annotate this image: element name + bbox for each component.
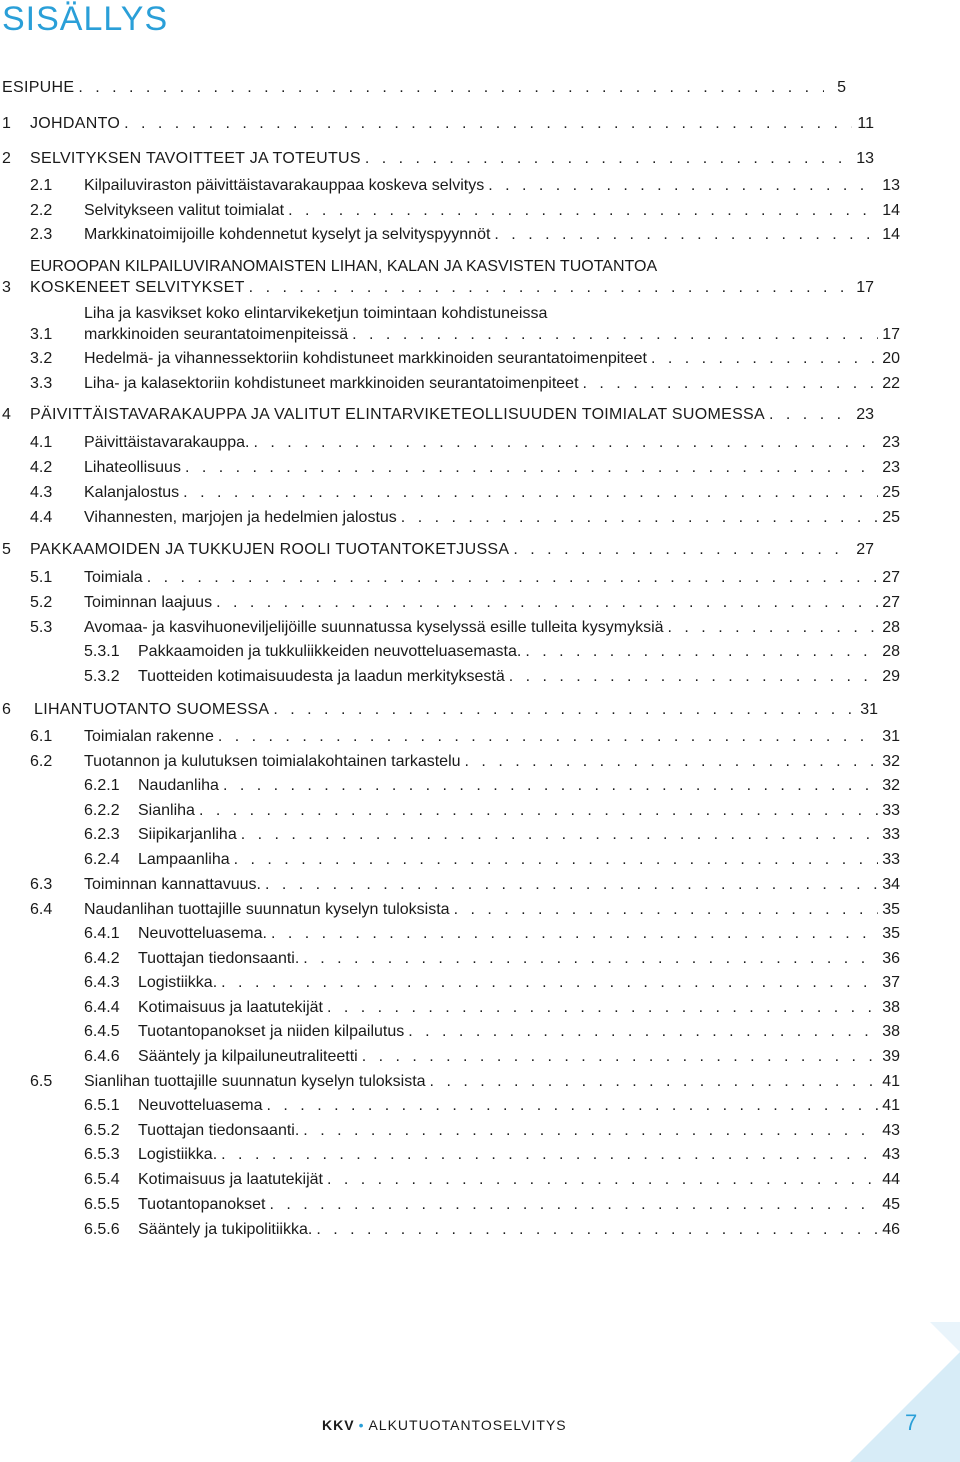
toc-entry-page: 45 <box>882 1196 900 1213</box>
toc-entry[interactable] <box>30 1072 900 1092</box>
toc-entry[interactable] <box>84 1096 900 1116</box>
toc-dot-leader <box>513 540 852 560</box>
toc-entry-label: Naudanliha <box>138 777 219 794</box>
toc-entry-number: 6.5.2 <box>84 1122 120 1139</box>
toc-entry-number: 2 <box>2 150 11 167</box>
toc-dot-leader <box>249 278 852 298</box>
toc-dot-leader <box>223 776 878 796</box>
toc-entry-label: Tuotannon ja kulutuksen toimialakohtainen tarkastelu <box>84 753 461 770</box>
toc-entry-number: 5 <box>2 541 11 558</box>
toc-entry-label: Avomaa- ja kasvihuoneviljelijöille suunnatussa kyselyssä esille tulleita kysymyksiä <box>84 619 664 636</box>
toc-dot-leader <box>78 78 824 98</box>
toc-entry-page: 17 <box>856 279 874 296</box>
toc-dot-leader <box>303 949 878 969</box>
toc-entry-number: 4 <box>2 406 11 423</box>
toc-entry-page: 23 <box>856 406 874 423</box>
toc-entry-label: Neuvotteluasema. <box>138 925 267 942</box>
toc-dot-leader <box>465 752 878 772</box>
footer-text: ALKUTUOTANTOSELVITYS <box>368 1417 567 1433</box>
toc-entry[interactable] <box>84 1145 900 1165</box>
toc-entry[interactable] <box>84 1047 900 1067</box>
toc-dot-leader <box>273 700 856 720</box>
footer <box>322 1417 567 1433</box>
toc-entry-number: 6.4 <box>30 901 53 918</box>
toc-dot-leader <box>352 325 878 345</box>
toc-entry-page: 23 <box>882 459 900 476</box>
toc-entry[interactable] <box>84 1195 900 1215</box>
toc-entry-number: 5.3.2 <box>84 668 120 685</box>
toc-entry-page: 37 <box>882 974 900 991</box>
toc-entry-label: Päivittäistavarakauppa. <box>84 434 250 451</box>
toc-entry-number: 6.5.1 <box>84 1097 120 1114</box>
toc-entry-page: 31 <box>860 701 878 718</box>
toc-entry-label: Kalanjalostus <box>84 484 180 501</box>
toc-dot-leader <box>525 642 878 662</box>
toc-entry-page: 25 <box>882 509 900 526</box>
toc-dot-leader <box>265 875 878 895</box>
toc-entry-label: Naudanlihan tuottajille suunnatun kyselyn tuloksista <box>84 901 450 918</box>
toc-entry[interactable] <box>30 225 900 245</box>
toc-entry-page: 38 <box>882 999 900 1016</box>
toc-entry-number: 4.2 <box>30 459 53 476</box>
toc-entry[interactable] <box>30 875 900 895</box>
toc-entry-label: Logistiikka. <box>138 1146 218 1163</box>
toc-entry-page: 43 <box>882 1122 900 1139</box>
toc-entry-number: 3.1 <box>30 326 53 343</box>
toc-entry-page: 27 <box>882 569 900 586</box>
toc-entry[interactable] <box>84 776 900 796</box>
toc-entry-number: 3.2 <box>30 350 53 367</box>
toc-dot-leader <box>583 374 878 394</box>
toc-entry[interactable] <box>30 201 900 221</box>
toc-entry-page: 33 <box>882 851 900 868</box>
toc-entry-label: KOSKENEET SELVITYKSET <box>30 279 245 296</box>
toc-entry[interactable] <box>30 458 900 478</box>
toc-entry[interactable] <box>84 1121 900 1141</box>
toc-entry-number: 4.3 <box>30 484 53 501</box>
toc-dot-leader <box>327 998 878 1018</box>
toc-entry[interactable] <box>30 305 900 345</box>
toc-entry[interactable] <box>2 258 874 298</box>
toc-entry[interactable] <box>84 1022 900 1042</box>
toc-entry[interactable] <box>30 618 900 638</box>
toc-entry-page: 20 <box>882 350 900 367</box>
toc-entry-label: Tuottajan tiedonsaanti. <box>138 1122 300 1139</box>
toc-dot-leader <box>241 825 878 845</box>
toc-entry-label: Kilpailuviraston päivittäistavarakauppaa koskeva selvitys <box>84 177 485 194</box>
toc-entry-page: 27 <box>856 541 874 558</box>
toc-entry-number: 2.2 <box>30 202 53 219</box>
toc-entry[interactable] <box>84 998 900 1018</box>
toc-entry-number: 6.4.6 <box>84 1048 120 1065</box>
toc-entry[interactable] <box>84 924 900 944</box>
toc-entry-number: 3.3 <box>30 375 53 392</box>
toc-dot-leader <box>183 483 878 503</box>
toc-entry-page: 28 <box>882 643 900 660</box>
toc-dot-leader <box>509 667 878 687</box>
toc-dot-leader <box>267 1096 878 1116</box>
toc-entry-number: 6.4.1 <box>84 925 120 942</box>
toc-entry[interactable] <box>30 752 900 772</box>
toc-entry-page: 23 <box>882 434 900 451</box>
toc-entry-number: 6.5.3 <box>84 1146 120 1163</box>
toc-entry[interactable] <box>30 727 900 747</box>
toc-entry[interactable] <box>2 405 874 425</box>
footer-brand: KKV <box>322 1417 355 1433</box>
toc-entry-label: Sianlihan tuottajille suunnatun kyselyn tuloksista <box>84 1073 426 1090</box>
toc-entry-number: 4.1 <box>30 434 53 451</box>
toc-entry-label: LIHANTUOTANTO SUOMESSA <box>34 701 270 718</box>
footer-bullet: • <box>358 1417 365 1433</box>
toc-entry-page: 5 <box>837 79 846 96</box>
toc-entry-page: 44 <box>882 1171 900 1188</box>
toc-dot-leader <box>218 727 878 747</box>
toc-entry-page: 35 <box>882 901 900 918</box>
toc-dot-leader <box>769 405 852 425</box>
toc-entry-number: 6.3 <box>30 876 53 893</box>
toc-entry[interactable] <box>2 78 846 98</box>
toc-entry-label-line1: EUROOPAN KILPAILUVIRANOMAISTEN LIHAN, KALAN JA KASVISTEN TUOTANTOA <box>30 258 658 275</box>
toc-entry[interactable] <box>2 540 874 560</box>
toc-entry[interactable] <box>2 114 874 134</box>
toc-entry-number: 1 <box>2 115 11 132</box>
toc-entry-page: 33 <box>882 802 900 819</box>
toc-entry-label: Tuottajan tiedonsaanti. <box>138 950 300 967</box>
toc-entry-label: Kotimaisuus ja laatutekijät <box>138 999 323 1016</box>
toc-entry-page: 32 <box>882 753 900 770</box>
toc-entry-label: PAKKAAMOIDEN JA TUKKUJEN ROOLI TUOTANTOKETJUSSA <box>30 541 510 558</box>
toc-entry-number: 5.1 <box>30 569 53 586</box>
toc-dot-leader <box>271 924 878 944</box>
toc-dot-leader <box>408 1022 878 1042</box>
toc-entry-number: 6.2 <box>30 753 53 770</box>
toc-entry[interactable] <box>84 1170 900 1190</box>
toc-entry-page: 38 <box>882 1023 900 1040</box>
toc-entry-page: 41 <box>882 1097 900 1114</box>
toc-entry-number: 6.4.5 <box>84 1023 120 1040</box>
toc-dot-leader <box>185 458 878 478</box>
toc-entry-page: 29 <box>882 668 900 685</box>
toc-entry-number: 6.4.4 <box>84 999 120 1016</box>
toc-entry[interactable] <box>84 801 900 821</box>
toc-entry-page: 27 <box>882 594 900 611</box>
toc-dot-leader <box>651 349 878 369</box>
toc-entry-page: 11 <box>857 115 874 132</box>
toc-entry-number: 6.2.1 <box>84 777 120 794</box>
toc-entry-label: ESIPUHE <box>2 79 75 96</box>
toc-entry-label: Siipikarjanliha <box>138 826 237 843</box>
toc-entry-label: Neuvotteluasema <box>138 1097 263 1114</box>
toc-entry[interactable] <box>84 825 900 845</box>
toc-entry-page: 31 <box>882 728 900 745</box>
toc-dot-leader <box>362 1047 878 1067</box>
toc-entry[interactable] <box>30 349 900 369</box>
toc-entry-number: 6.5.5 <box>84 1196 120 1213</box>
toc-entry-label: Lampaanliha <box>138 851 230 868</box>
toc-entry-label: Hedelmä- ja vihannessektoriin kohdistuneet markkinoiden seurantatoimenpiteet <box>84 350 647 367</box>
toc-entry-label: Tuotantopanokset ja niiden kilpailutus <box>138 1023 405 1040</box>
toc-dot-leader <box>216 593 878 613</box>
toc-dot-leader <box>365 149 852 169</box>
toc-entry-page: 35 <box>882 925 900 942</box>
page-title: SISÄLLYS <box>2 0 169 38</box>
toc-entry-page: 28 <box>882 619 900 636</box>
toc-entry-number: 6.4.3 <box>84 974 120 991</box>
toc-dot-leader <box>199 801 878 821</box>
toc-entry[interactable] <box>84 642 900 662</box>
toc-entry-label: Lihateollisuus <box>84 459 181 476</box>
toc-entry-number: 3 <box>2 279 11 296</box>
toc-entry[interactable] <box>84 949 900 969</box>
toc-entry-page: 46 <box>882 1221 900 1238</box>
toc-entry-number: 6 <box>2 701 11 718</box>
toc-entry-number: 5.2 <box>30 594 53 611</box>
page-number: 7 <box>905 1410 918 1435</box>
toc-entry-page: 14 <box>882 226 900 243</box>
toc-entry-label: PÄIVITTÄISTAVARAKAUPPA JA VALITUT ELINTARVIKETEOLLISUUDEN TOIMIALAT SUOMESSA <box>30 406 766 423</box>
toc-entry-page: 33 <box>882 826 900 843</box>
toc-entry[interactable] <box>30 433 900 453</box>
toc-entry[interactable] <box>30 593 900 613</box>
toc-entry-number: 6.5.6 <box>84 1221 120 1238</box>
toc-entry-label: Sääntely ja kilpailuneutraliteetti <box>138 1048 358 1065</box>
toc-entry-number: 2.3 <box>30 226 53 243</box>
toc-entry-number: 6.2.2 <box>84 802 120 819</box>
toc-entry-label: Logistiikka. <box>138 974 218 991</box>
toc-dot-leader <box>303 1121 878 1141</box>
toc-entry-label: Sääntely ja tukipolitiikka. <box>138 1221 313 1238</box>
toc-entry-number: 6.5.4 <box>84 1171 120 1188</box>
toc-entry[interactable] <box>30 900 900 920</box>
toc-entry-number: 4.4 <box>30 509 53 526</box>
toc-dot-leader <box>327 1170 878 1190</box>
toc-entry[interactable] <box>84 850 900 870</box>
toc-entry-page: 39 <box>882 1048 900 1065</box>
toc-entry-label: Pakkaamoiden ja tukkuliikkeiden neuvotteluasemasta. <box>138 643 522 660</box>
toc-dot-leader <box>288 201 878 221</box>
toc-dot-leader <box>253 433 878 453</box>
toc-entry-label: Tuotantopanokset <box>138 1196 266 1213</box>
toc-dot-leader <box>494 225 878 245</box>
toc-dot-leader <box>234 850 878 870</box>
toc-entry-label: JOHDANTO <box>30 115 121 132</box>
toc-entry-page: 32 <box>882 777 900 794</box>
toc-entry-number: 5.3.1 <box>84 643 120 660</box>
toc-entry-number: 6.4.2 <box>84 950 120 967</box>
toc-entry-number: 6.5 <box>30 1073 53 1090</box>
toc-entry-page: 34 <box>882 876 900 893</box>
toc-dot-leader <box>270 1195 879 1215</box>
toc-entry-label: Vihannesten, marjojen ja hedelmien jalostus <box>84 509 397 526</box>
toc-entry-page: 43 <box>882 1146 900 1163</box>
toc-dot-leader <box>221 973 878 993</box>
toc-dot-leader <box>124 114 852 134</box>
toc-dot-leader <box>316 1220 878 1240</box>
toc-dot-leader <box>401 508 878 528</box>
toc-dot-leader <box>454 900 878 920</box>
toc-entry-page: 36 <box>882 950 900 967</box>
toc-entry-label: Markkinatoimijoille kohdennetut kyselyt ja selvityspyynnöt <box>84 226 491 243</box>
toc-dot-leader <box>221 1145 878 1165</box>
toc-dot-leader <box>430 1072 878 1092</box>
toc-entry-label: Tuotteiden kotimaisuudesta ja laadun merkityksestä <box>138 668 505 685</box>
toc-entry-number: 2.1 <box>30 177 53 194</box>
toc-entry[interactable] <box>2 149 874 169</box>
toc-entry[interactable] <box>30 176 900 196</box>
toc-entry-page: 13 <box>856 150 874 167</box>
toc-entry-label: Kotimaisuus ja laatutekijät <box>138 1171 323 1188</box>
toc-entry-label: Toimialan rakenne <box>84 728 214 745</box>
toc-entry[interactable] <box>30 483 900 503</box>
toc-entry-label: SELVITYKSEN TAVOITTEET JA TOTEUTUS <box>30 150 361 167</box>
toc-entry-label: Liha- ja kalasektoriin kohdistuneet markkinoiden seurantatoimenpiteet <box>84 375 579 392</box>
toc-entry-number: 6.2.4 <box>84 851 120 868</box>
toc-entry-page: 41 <box>882 1073 900 1090</box>
toc-dot-leader <box>488 176 878 196</box>
toc-entry[interactable] <box>84 667 900 687</box>
toc-entry-label: Selvitykseen valitut toimialat <box>84 202 285 219</box>
toc-entry-number: 6.1 <box>30 728 53 745</box>
toc-entry[interactable] <box>84 973 900 993</box>
toc-entry-label: markkinoiden seurantatoimenpiteissä <box>84 326 349 343</box>
toc-entry-label: Sianliha <box>138 802 195 819</box>
toc-entry-page: 25 <box>882 484 900 501</box>
toc-entry-page: 17 <box>882 326 900 343</box>
toc-entry-page: 13 <box>882 177 900 194</box>
toc-entry[interactable] <box>84 1220 900 1240</box>
toc-entry[interactable] <box>30 374 900 394</box>
toc-entry-label: Toimiala <box>84 569 143 586</box>
toc-entry[interactable] <box>30 508 900 528</box>
toc-dot-leader <box>668 618 878 638</box>
toc-entry-page: 22 <box>882 375 900 392</box>
toc-entry-number: 5.3 <box>30 619 53 636</box>
toc-entry-label-line1: Liha ja kasvikset koko elintarvikeketjun toimintaan kohdistuneissa <box>84 305 548 322</box>
toc-entry[interactable] <box>30 568 900 588</box>
toc-dot-leader <box>147 568 878 588</box>
toc-entry-number: 6.2.3 <box>84 826 120 843</box>
toc-entry-page: 14 <box>882 202 900 219</box>
corner-decoration <box>820 1322 960 1462</box>
toc-entry[interactable] <box>2 700 878 720</box>
toc-entry-label: Toiminnan kannattavuus. <box>84 876 261 893</box>
toc-entry-label: Toiminnan laajuus <box>84 594 213 611</box>
